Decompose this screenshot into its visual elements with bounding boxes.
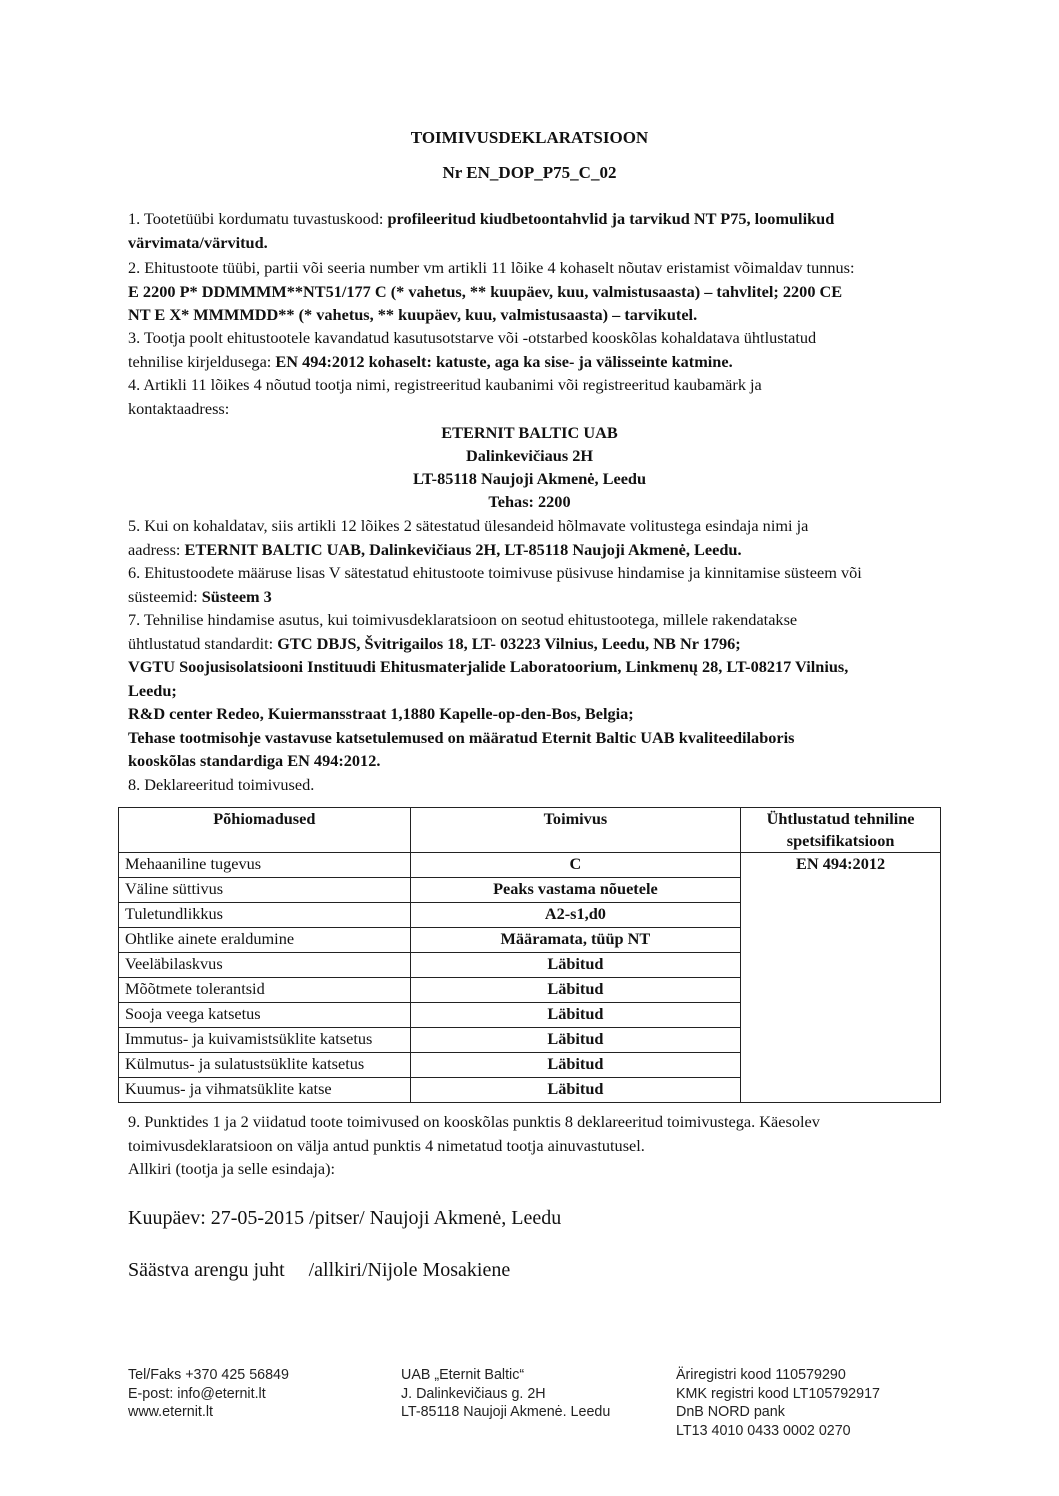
property-cell: Külmutus- ja sulatustsüklite katsetus: [119, 1053, 411, 1078]
section-1: [128, 207, 943, 254]
footer-registry-code: Äriregistri kood 110579290: [676, 1367, 846, 1383]
performance-cell: Läbitud: [410, 1003, 741, 1028]
section-1-label: 1. Tootetüübi kordumatu tuvastuskood:: [128, 209, 388, 228]
performance-cell: Määramata, tüüp NT: [410, 928, 741, 953]
property-cell: Väline süttivus: [119, 878, 411, 903]
section-2-code-b: NT E X* MMMMDD**: [128, 305, 295, 324]
section-4: [128, 373, 943, 420]
section-6-line1: 6. Ehitustoodete määruse lisas V sätestatud ehitustoote toimivuse püsivuse hindamise ja kinnitamise süsteem või: [128, 563, 862, 582]
footer-contact: [128, 1366, 289, 1422]
performance-cell: Läbitud: [410, 1053, 741, 1078]
section-4-line2: kontaktaadress:: [128, 398, 230, 418]
section-8-label: 8. Deklareeritud toimivused.: [128, 774, 315, 794]
section-2-code-a: E 2200 P* DDMMMM**NT51/177 C: [128, 281, 387, 301]
section-3-line1: 3. Tootja poolt ehitustootele kavandatud kasutusotstarve või -otstarbed kooskõlas kohaldatava ühtlustatud: [128, 328, 817, 347]
table-header-row: [119, 808, 941, 853]
manufacturer-factory: Tehas: 2200: [488, 492, 571, 511]
signature-label: Allkiri (tootja ja selle esindaja):: [128, 1159, 336, 1178]
property-cell: Immutus- ja kuivamistsüklite katsetus: [119, 1028, 411, 1053]
section-5-line1: 5. Kui on kohaldatav, siis artikli 12 lõikes 2 sätestatud ülesandeid hõlmavate volitustega esindaja nimi ja: [128, 516, 809, 535]
manufacturer-street: Dalinkevičiaus 2H: [465, 446, 594, 465]
manufacturer-city: LT-85118 Naujoji Akmenė, Leedu: [412, 469, 647, 488]
section-9-line1: 9. Punktides 1 ja 2 viidatud toote toimivused on kooskõlas punktis 8 deklareeritud toimivustega. Käesolev: [128, 1112, 820, 1131]
specification-cell: EN 494:2012: [741, 853, 941, 1103]
performance-cell: A2-s1,d0: [410, 903, 741, 928]
performance-cell: C: [410, 853, 741, 878]
footer-phone: Tel/Faks +370 425 56849: [128, 1367, 289, 1383]
footer-company-city: LT-85118 Naujoji Akmenė. Leedu: [401, 1404, 611, 1420]
section-6-label: süsteemid:: [128, 586, 202, 606]
performance-cell: Läbitud: [410, 978, 741, 1003]
signer-title: Säästva arengu juht: [128, 1259, 285, 1281]
section-5-label: aadress:: [128, 539, 185, 559]
date-line: Kuupäev: 27-05-2015 /pitser/ Naujoji Akmenė, Leedu: [128, 1207, 562, 1229]
footer-company: [401, 1366, 610, 1422]
section-7-line1: 7. Tehnilise hindamise asutus, kui toimivusdeklaratsioon on seotud ehitustootega, millele rakendatakse: [128, 610, 798, 629]
footer-vat-code: KMK registri kood LT105792917: [676, 1385, 880, 1402]
section-3: [128, 326, 943, 373]
section-2: [128, 256, 943, 327]
section-7-line7: kooskõlas standardiga EN 494:2012.: [128, 751, 381, 770]
footer-iban: LT13 4010 0433 0002 0270: [676, 1422, 851, 1439]
section-5: [128, 514, 943, 561]
section-6: [128, 561, 943, 608]
section-7-line5: R&D center Redeo, Kuiermansstraat 1,1880 Kapelle-op-den-Bos, Belgia;: [128, 704, 634, 723]
performance-table: [118, 807, 941, 1103]
section-5-value: ETERNIT BALTIC UAB, Dalinkevičiaus 2H, LT-85118 Naujoji Akmenė, Leedu.: [184, 539, 742, 559]
footer-bank: DnB NORD pank: [676, 1404, 785, 1420]
section-7-line6: Tehase tootmisohje vastavuse katsetulemused on määratud Eternit Baltic UAB kvaliteedilaboris: [128, 727, 795, 747]
section-7-value: GTC DBJS, Švitrigailos 18, LT- 03223 Vilnius, Leedu, NB Nr 1796;: [277, 633, 741, 653]
performance-cell: Läbitud: [410, 953, 741, 978]
property-cell: Mehaaniline tugevus: [119, 853, 411, 878]
section-3-label: tehnilise kirjeldusega:: [128, 351, 276, 371]
section-7-line4: Leedu;: [128, 680, 177, 700]
footer-registry: [676, 1366, 880, 1440]
performance-cell: Peaks vastama nõuetele: [410, 878, 741, 903]
property-cell: Sooja veega katsetus: [119, 1003, 411, 1028]
footer-company-name: UAB „Eternit Baltic“: [401, 1367, 525, 1383]
section-9-line2: toimivusdeklaratsioon on välja antud punktis 4 nimetatud tootja ainuvastutusel.: [128, 1135, 645, 1155]
document-title: TOIMIVUSDEKLARATSIOON: [410, 128, 649, 147]
section-9: [128, 1110, 943, 1181]
footer-email: E-post: info@eternit.lt: [128, 1385, 266, 1402]
section-3-value: EN 494:2012 kohaselt: katuste, aga ka sise- ja välisseinte katmine.: [275, 351, 733, 371]
header-properties: Põhiomadused: [119, 808, 411, 853]
manufacturer-name: ETERNIT BALTIC UAB: [441, 423, 618, 442]
header-performance: Toimivus: [410, 808, 741, 853]
section-2-rest-a: (* vahetus, ** kuupäev, kuu, valmistusaasta) – tahvlitel; 2200 CE: [386, 281, 843, 301]
signer-line: [128, 1259, 510, 1282]
property-cell: Veeläbilaskvus: [119, 953, 411, 978]
section-4-line1: 4. Artikli 11 lõikes 4 nõutud tootja nimi, registreeritud kaubanimi või registreeritud kaubamärk ja: [128, 375, 762, 394]
section-1-value-cont: värvimata/värvitud.: [128, 232, 268, 252]
section-2-rest-b: (* vahetus, ** kuupäev, kuu, valmistusaasta) – tarvikutel.: [294, 305, 698, 324]
performance-cell: Läbitud: [410, 1028, 741, 1053]
section-7-line3: VGTU Soojusisolatsiooni Instituudi Ehitusmaterjalide Laboratoorium, Linkmenų 28, LT-08217 Vilnius,: [128, 657, 849, 676]
section-1-value: profileeritud kiudbetoontahvlid ja tarvikud NT P75, loomulikud: [387, 209, 835, 228]
document-number: Nr EN_DOP_P75_C_02: [442, 163, 617, 182]
section-7: [128, 608, 943, 796]
footer-company-street: J. Dalinkevičiaus g. 2H: [401, 1385, 546, 1402]
property-cell: Kuumus- ja vihmatsüklite katse: [119, 1078, 411, 1103]
property-cell: Mõõtmete tolerantsid: [119, 978, 411, 1003]
footer-website: www.eternit.lt: [128, 1404, 214, 1420]
header-specification: Ühtlustatud tehniline spetsifikatsioon: [741, 808, 941, 853]
performance-cell: Läbitud: [410, 1078, 741, 1103]
section-7-label: ühtlustatud standardit:: [128, 633, 278, 653]
signer-name: /allkiri/Nijole Mosakiene: [308, 1259, 511, 1281]
section-2-label: 2. Ehitustoote tüübi, partii või seeria number vm artikli 11 lõike 4 kohaselt nõutav eristamist võimaldav tunnus:: [128, 258, 855, 277]
property-cell: Ohtlike ainete eraldumine: [119, 928, 411, 953]
table-row: [119, 853, 941, 878]
section-6-value: Süsteem 3: [201, 586, 272, 606]
property-cell: Tuletundlikkus: [119, 903, 411, 928]
